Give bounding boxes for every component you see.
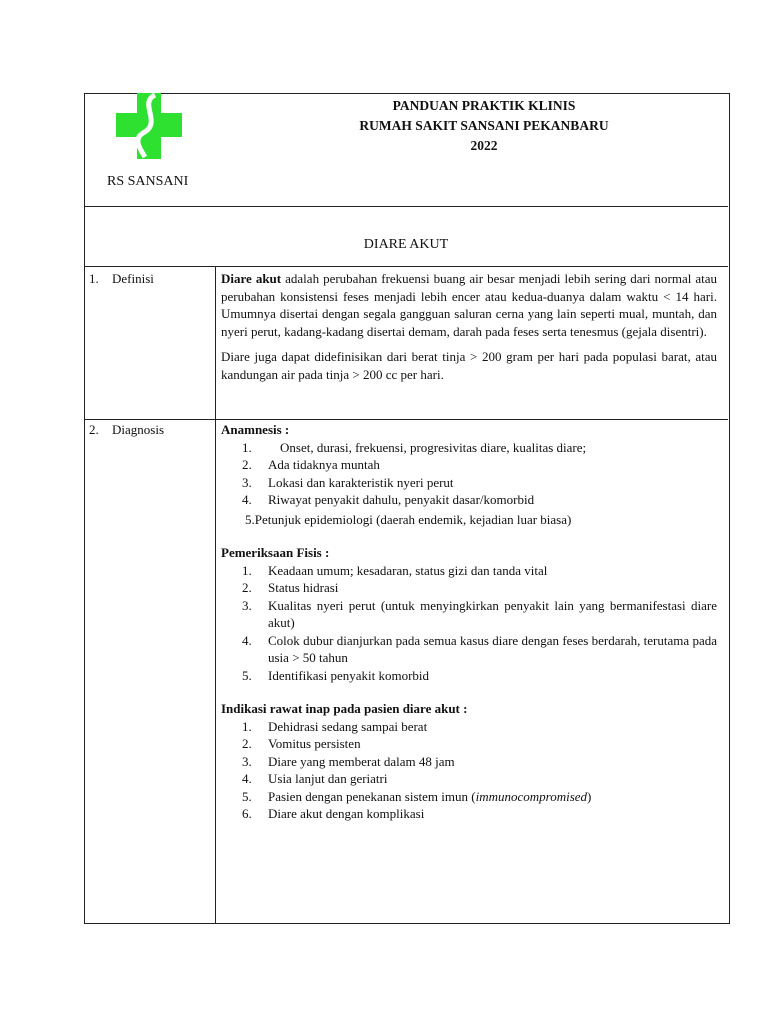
list-item [221,753,717,771]
list-item [221,805,717,823]
item-number: 5. [242,788,252,804]
item-text: Diare yang memberat dalam 48 jam [268,753,455,769]
physical-exam-heading: Pemeriksaan Fisis : [221,545,330,560]
list-item [221,667,717,685]
item-number: 6. [242,806,252,821]
item-text: Identifikasi penyakit komorbid [268,667,430,683]
title-line: PANDUAN PRAKTIK KLINIS [392,98,576,113]
inpatient-indication-list [221,718,717,823]
item-number: 4. [242,771,252,786]
item-number: 3. [242,753,252,769]
item-number: 3. [242,474,252,490]
logo-cross [116,93,182,159]
item-text: Status hidrasi [268,580,339,595]
item-number: 3. [242,597,252,613]
item-text: Dehidrasi sedang sampai berat [268,718,428,734]
column-divider [215,266,216,923]
divider [84,206,728,207]
row-number: 2. [89,422,99,437]
list-item [221,735,717,753]
item-number: 4. [242,492,252,507]
document-title [304,96,664,156]
title-line: RUMAH SAKIT SANSANI PEKANBARU [359,118,609,133]
list-item [221,579,717,597]
list-item [221,439,717,457]
list-item [221,491,717,509]
list-item [221,597,717,632]
item-text: Ada tidaknya muntah [268,457,380,472]
item-text: Petunjuk epidemiologi (daerah endemik, kejadian luar biasa) [254,511,572,527]
item-text: Onset, durasi, frekuensi, progresivitas diare, kualitas diare; [280,439,587,455]
definition-paragraph [221,270,717,340]
definition-paragraph-2: Diare juga dapat didefinisikan dari berat tinja > 200 gram per hari pada populasi barat, atau kandungan air pada tinja > 200 cc per hari. [221,349,717,382]
logo-name: RS SANSANI [107,174,189,189]
item-text: Usia lanjut dan geriatri [268,771,388,786]
item-number: 4. [242,632,252,648]
physical-exam-list [221,562,717,685]
row-label-definisi [89,271,154,287]
list-item [221,511,717,529]
diagnosis-cell [221,421,717,823]
anamnesis-heading: Anamnesis : [221,422,290,437]
item-text: Diare akut dengan komplikasi [268,806,425,821]
row-title: Diagnosis [112,422,164,437]
row-number: 1. [89,271,99,286]
list-item [221,770,717,788]
title-line: 2022 [470,138,498,153]
row-title: Definisi [112,271,154,286]
term: Diare akut [221,271,282,286]
list-item [221,562,717,580]
item-number: 1. [242,439,252,455]
list-item [221,788,717,806]
item-text: Riwayat penyakit dahulu, penyakit dasar/komorbid [268,492,535,507]
list-item [221,456,717,474]
topic-heading: DIARE AKUT [363,237,449,252]
hospital-logo-icon [116,93,182,159]
item-text-end: ) [587,788,592,804]
inpatient-indication-heading: Indikasi rawat inap pada pasien diare akut : [221,701,468,716]
item-text: Kualitas nyeri perut (untuk menyingkirkan penyakit lain yang bermanifestasi diare akut) [268,597,717,630]
item-text: Colok dubur dianjurkan pada semua kasus diare dengan feses berdarah, terutama pada usia > 50 tahun [268,632,717,665]
item-number: 5. [242,667,252,683]
item-text: Pasien dengan penekanan sistem imun ( [268,788,476,804]
list-item [221,632,717,667]
list-item [221,718,717,736]
item-italic-term: immunocompromised [475,788,588,804]
divider [84,266,728,267]
item-number: 2. [242,580,252,595]
divider [84,419,728,420]
item-text: Lokasi dan karakteristik nyeri perut [268,474,454,490]
definition-text: adalah perubahan frekuensi buang air besar menjadi lebih sering dari normal atau perubahan konsistensi feses menjadi lebih encer atau kedua-duanya dalam waktu < 14 hari. Umumnya disertai dengan segala gangguan saluran cerna yang lain seperti mual, muntah, dan nyeri perut, kadang-kadang disertai demam, darah pada feses serta tenesmus (gejala disentri). [221,271,717,339]
item-number: 1. [242,562,252,578]
anamnesis-list [221,439,717,529]
item-number: 2. [242,736,252,751]
item-number: 2. [242,457,252,472]
item-number: 5. [245,511,255,527]
row-label-diagnosis [89,422,164,438]
item-number: 1. [242,718,252,734]
item-text: Vomitus persisten [268,736,361,751]
list-item [221,474,717,492]
definition-cell [221,270,717,383]
item-text: Keadaan umum; kesadaran, status gizi dan tanda vital [268,562,548,578]
